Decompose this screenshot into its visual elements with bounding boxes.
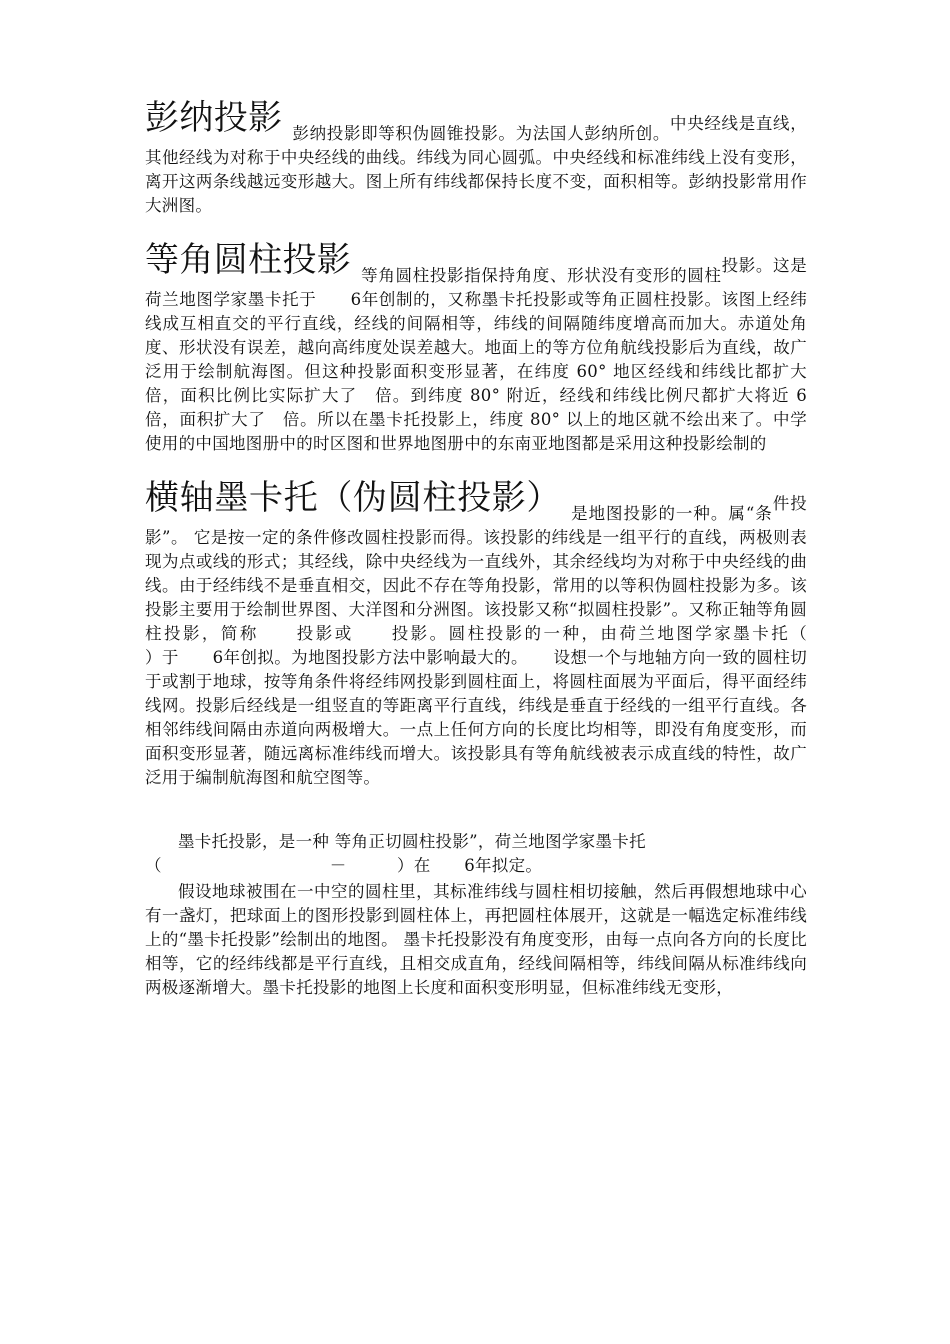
section-mercator [145,830,807,1000]
mercator-line-1: 墨卡托投影，是一种 等角正切圆柱投影”，荷兰地图学家墨卡托 [178,832,646,851]
section-body: 中央经线是直线，其他经线为对称于中央经线的曲线。纬线为同心圆弧。中央经线和标准纬线上没有变形，离开这两条线越远变形越大。图上所有纬线都保持长度不变，面积相等。彭纳投影常用作大洲图。 [145,114,807,215]
section-lead: 是地图投影的一种。属“条 [571,504,773,523]
document-page [145,96,875,1000]
section-conformal-cylindrical [145,238,824,456]
section-transverse-mercator [145,476,875,790]
section-bonne [145,96,807,218]
mercator-line-2: （ － ）在 6年拟定。 [145,856,543,875]
section-heading: 彭纳投影 [145,98,283,138]
section-lead: 等角圆柱投影指保持角度、形状没有变形的圆柱 [361,266,722,285]
section-lead: 彭纳投影即等积伪圆锥投影。为法国人彭纳所创。 [292,124,671,143]
section-heading: 等角圆柱投影 [145,240,352,280]
section-heading: 横轴墨卡托（伪圆柱投影） [145,478,562,518]
mercator-paragraph-2: 假设地球被围在一中空的圆柱里，其标准纬线与圆柱相切接触，然后再假想地球中心有一盏灯，把球面上的图形投影到圆柱体上，再把圆柱体展开，这就是一幅选定标准纬线上的“墨卡托投影”绘制出的地图。 墨卡托投影没有角度变形，由每一点向各方向的长度比相等，它的经纬线都是平行直线，且相交成直角，经线间隔相等，纬线间隔从标准纬线向两极逐渐增大。墨卡托投影的地图上长度和面积变形明显，但标准纬线无变形， [145,882,807,997]
section-body: 投影。这是荷兰地图学家墨卡托于 6年创制的，又称墨卡托投影或等角正圆柱投影。该图上经纬线成互相直交的平行直线，经线的间隔相等，纬线的间隔随纬度增高而加大。赤道处角度、形状没有误差，越向高纬度处误差越大。地面上的等方位角航线投影后为直线，故广泛用于绘制航海图。但这种投影面积变形显著，在纬度 60° 地区经线和纬线比都扩大 倍，面积比例比实际扩大了 倍。到纬度 80° 附近，经线和纬线比例尺都扩大将近 6 倍，面积扩大了 倍。所以在墨卡托投影上，纬度 80° 以上的地区就不绘出来了。中学使用的中国地图册中的时区图和世界地图册中的东南亚地图都是采用这种投影绘制的 [145,256,824,453]
section-body: 件投影”。 它是按一定的条件修改圆柱投影而得。该投影的纬线是一组平行的直线，两极则表现为点或线的形式；其经线，除中央经线为一直线外，其余经线均为对称于中央经线的曲线。由于经纬线不是垂直相交，因此不存在等角投影，常用的以等积伪圆柱投影为多。该投影主要用于绘制世界图、大洋图和分洲图。该投影又称“拟圆柱投影”。又称正轴等角圆柱投影，简称 投影或 投影。圆柱投影的一种，由荷兰地图学家墨卡托（ ）于 6年创拟。为地图投影方法中影响最大的。 设想一个与地轴方向一致的圆柱切于或割于地球，按等角条件将经纬网投影到圆柱面上，将圆柱面展为平面后，得平面经纬线网。投影后经线是一组竖直的等距离平行直线，纬线是垂直于经线的一组平行直线。各相邻纬线间隔由赤道向两极增大。一点上任何方向的长度比均相等，即没有角度变形，而面积变形显著，随远离标准纬线而增大。该投影具有等角航线被表示成直线的特性，故广泛用于编制航海图和航空图等。 [145,494,875,787]
